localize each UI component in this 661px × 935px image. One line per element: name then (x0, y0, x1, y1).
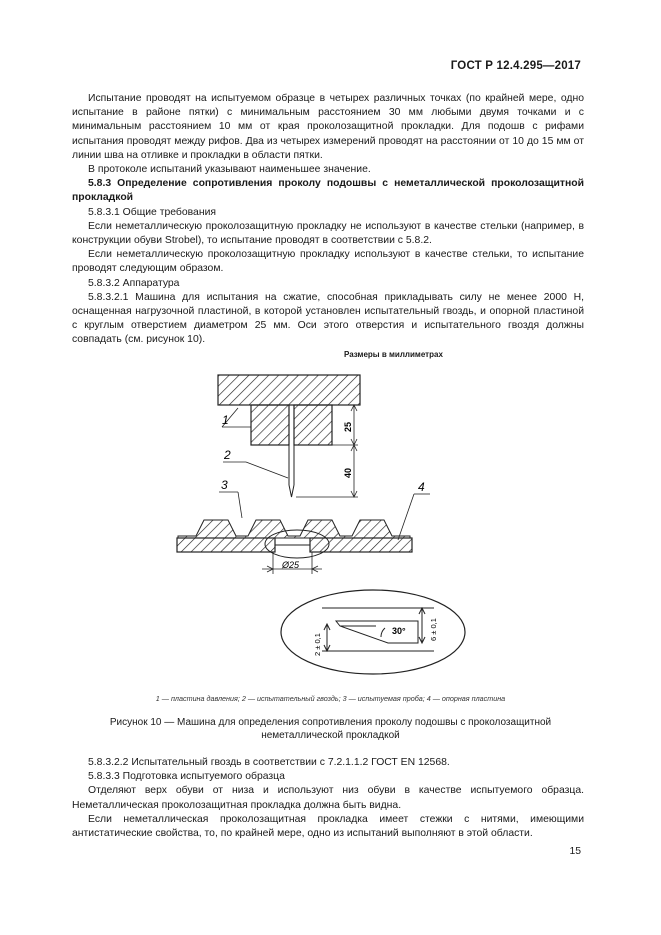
subsection-heading: 5.8.3.1 Общие требования (88, 206, 216, 218)
test-sample (178, 520, 410, 538)
paragraph: Отделяют верх обуви от низа и используют низ обуви в качестве испытуемого образца. Неметаллическая проколозащитная прокладка должна быть видна. (72, 785, 584, 811)
body-text-bottom (72, 756, 584, 841)
paragraph: В протоколе испытаний указывают наименьшее значение. (88, 164, 371, 176)
paragraph: Если неметаллическую проколозащитную прокладку используют в качестве стельки, то испытание проводят следующим образом. (72, 249, 584, 275)
figure-10-diagram (0, 348, 661, 708)
dimensions-note: Размеры в миллиметрах (344, 350, 443, 359)
paragraph: Испытание проводят на испытуемом образце в четырех различных точках (по крайней мере, одно испытание в районе пятки) с минимальным расстоянием 30 мм любыми двумя точками и с минимальным расстоянием 10 мм от края проколозащитной прокладки. Для подошв с рифами испытания проводят между рифов. Два из четырех измерений проводят на расстоянии от 10 до 15 мм от линии шва на отливке и прокладки в области пятки. (72, 93, 584, 161)
support-plate-right (310, 538, 412, 552)
label-2: 2 (224, 448, 231, 462)
subsection-heading: 5.8.3.2 Аппаратура (88, 277, 180, 289)
dim-d25: Ø25 (282, 560, 300, 570)
caption-line: Рисунок 10 — Машина для определения сопротивления проколу подошвы с проколозащитной (109, 717, 552, 728)
dim-6: 6 ± 0,1 (429, 618, 438, 641)
subsection-heading: 5.8.3.3 Подготовка испытуемого образца (88, 771, 285, 783)
paragraph: Если неметаллическая проколозащитная прокладка имеет стежки с нитями, имеющими антистатические свойства, то, по крайней мере, одно из испытаний выполняют в этой области. (72, 813, 584, 840)
nail-holder-left (251, 405, 289, 445)
figure-legend: 1 — пластина давления; 2 — испытательный гвоздь; 3 — испытуемая проба; 4 — опорная пластина (155, 694, 506, 703)
figure-caption (0, 716, 661, 742)
dim-25: 25 (343, 421, 353, 432)
paragraph: 5.8.3.2.1 Машина для испытания на сжатие, способная прикладывать силу не менее 2000 Н, оснащенная нагрузочной пластиной, в которой установлен испытательный гвоздь, и опорной пластиной с круглым отверстием диаметром 25 мм. Оси этого отверстия и испытательного гвоздя должны совпадать (см. рисунок 10). (72, 291, 584, 346)
document-header: ГОСТ Р 12.4.295—2017 (450, 60, 581, 72)
support-plate-left (177, 538, 275, 552)
paragraph: Если неметаллическую проколозащитную прокладку не используют в качестве стельки (например, в конструкции обуви Strobel), то испытание проводят в соответствии с 5.8.2. (72, 220, 584, 247)
pressure-plate (218, 375, 360, 405)
caption-line: неметаллической прокладкой (261, 730, 400, 741)
body-text-top (72, 92, 584, 348)
section-heading: 5.8.3 Определение сопротивления проколу подошвы с неметаллической проколозащитной прокладкой (72, 178, 584, 204)
dim-2: 2 ± 0,1 (313, 633, 322, 656)
nail-holder-right (294, 405, 332, 445)
nail-tip-detail (322, 608, 434, 651)
page-number: 15 (569, 846, 581, 857)
test-nail (289, 405, 294, 497)
dim-30deg: 30° (392, 626, 406, 636)
label-1: 1 (222, 413, 229, 427)
label-3: 3 (221, 478, 228, 492)
label-4: 4 (418, 480, 425, 494)
paragraph: 5.8.3.2.2 Испытательный гвоздь в соответствии с 7.2.1.1.2 ГОСТ EN 12568. (88, 757, 450, 768)
dim-40: 40 (343, 467, 353, 478)
